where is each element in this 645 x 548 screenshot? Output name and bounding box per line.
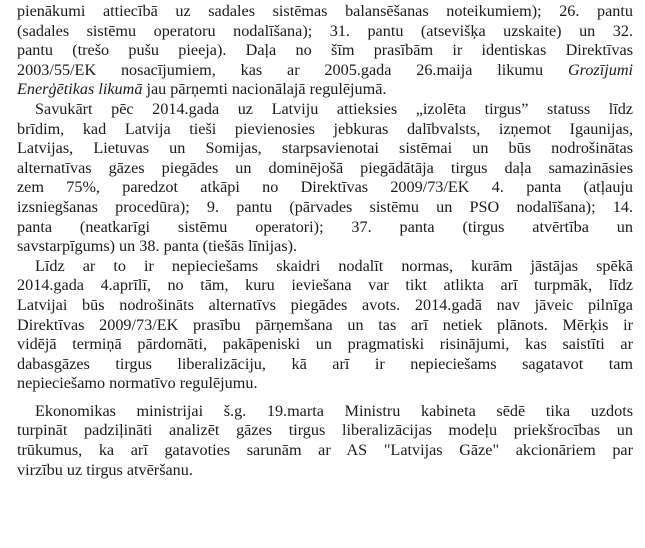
text-line: Ekonomikas ministrijai š.g. 19.marta Ministru kabineta sēdē tika uzdots <box>35 401 633 420</box>
text-line-with-law-name <box>17 80 633 100</box>
text-line: Direktīvas 2009/73/EK prasību pārņemšana un tas arī netiek plānots. Mērķis ir <box>17 315 633 334</box>
text-line: 2014.gada 4.aprīlī, no tām, kuru ieviešana var tikt atlikta arī turpmāk, līdz <box>17 276 633 295</box>
paragraph-1 <box>17 2 633 100</box>
text-segment: jau pārņemti nacionālajā regulējumā. <box>142 80 387 99</box>
text-line: Latvijas, Lietuvas un Somijas, starpsavienotai sistēmai un būs nodrošinātas <box>17 139 633 158</box>
text-line-with-law-name <box>17 61 633 81</box>
text-line: turpināt padziļināti analizēt gāzes tirgus liberalizācijas modeļu priekšrocības un <box>17 421 633 440</box>
text-line: panta (neatkarīgi sistēmu operatori); 37. panta (tirgus atvērtība un <box>17 217 633 236</box>
text-segment: 2003/55/EK nosacījumiem, kas ar 2005.gada 26.maija likumu <box>17 60 544 79</box>
text-line: Līdz ar to ir nepieciešams skaidri nodalīt normas, kurām jāstājas spēkā <box>35 256 633 275</box>
text-line: zem 75%, paredzot atkāpi no Direktīvas 2009/73/EK 4. panta (atļauju <box>17 178 633 197</box>
text-line: trūkumus, ka arī gatavoties sarunām ar AS "Latvijas Gāze" akcionāriem par <box>17 441 633 460</box>
text-line: alternatīvas gāzes piegādes un dominējošā piegādātāja tirgus daļa samazināsies <box>17 158 633 177</box>
text-line: Latvijai būs nodrošināts alternatīvs piegādes avots. 2014.gadā nav jāveic pilnīga <box>17 295 633 314</box>
paragraph-3 <box>17 257 633 394</box>
text-line: pantu (trešo pušu pieeja). Daļa no šīm prasībām ir identiskas Direktīvas <box>17 41 633 60</box>
text-line: izsniegšanas procedūra); 9. pantu (pārvades sistēmu un PSO nodalīšana); 14. <box>17 197 633 216</box>
document-page <box>17 2 633 480</box>
text-line: (sadales sistēmu operatoru nodalīšana); 31. pantu (atsevišķa uzskaite) un 32. <box>17 21 633 40</box>
paragraph-2 <box>17 100 633 257</box>
text-line: vidējā termiņā pārdomāti, pakāpeniski un pragmatiski risinājumi, kas saistīti ar <box>17 335 633 354</box>
text-line: pienākumi attiecībā uz sadales sistēmas balansēšanas noteikumiem); 26. pantu <box>17 2 633 20</box>
text-line: brīdim, kad Latvija tieši pievienosies jebkuras dalībvalsts, izņemot Igaunijas, <box>17 119 633 138</box>
paragraph-4 <box>17 402 633 480</box>
paragraph-spacer <box>17 394 633 402</box>
law-name-italic: Enerģētikas likumā <box>17 80 143 99</box>
text-line: virzību uz tirgus atvēršanu. <box>17 460 193 479</box>
text-line: savstarpīgums) un 38. panta (tiešās līnijas). <box>17 237 298 256</box>
law-name-italic: Grozījumi <box>567 60 633 79</box>
text-line: dabasgāzes tirgus liberalizāciju, kā arī ir nepieciešams sagatavot tam <box>17 354 633 373</box>
text-line: Savukārt pēc 2014.gada uz Latviju attieksies „izolēta tirgus” statuss līdz <box>35 99 633 118</box>
text-line: nepieciešamo normatīvo regulējumu. <box>17 374 258 393</box>
